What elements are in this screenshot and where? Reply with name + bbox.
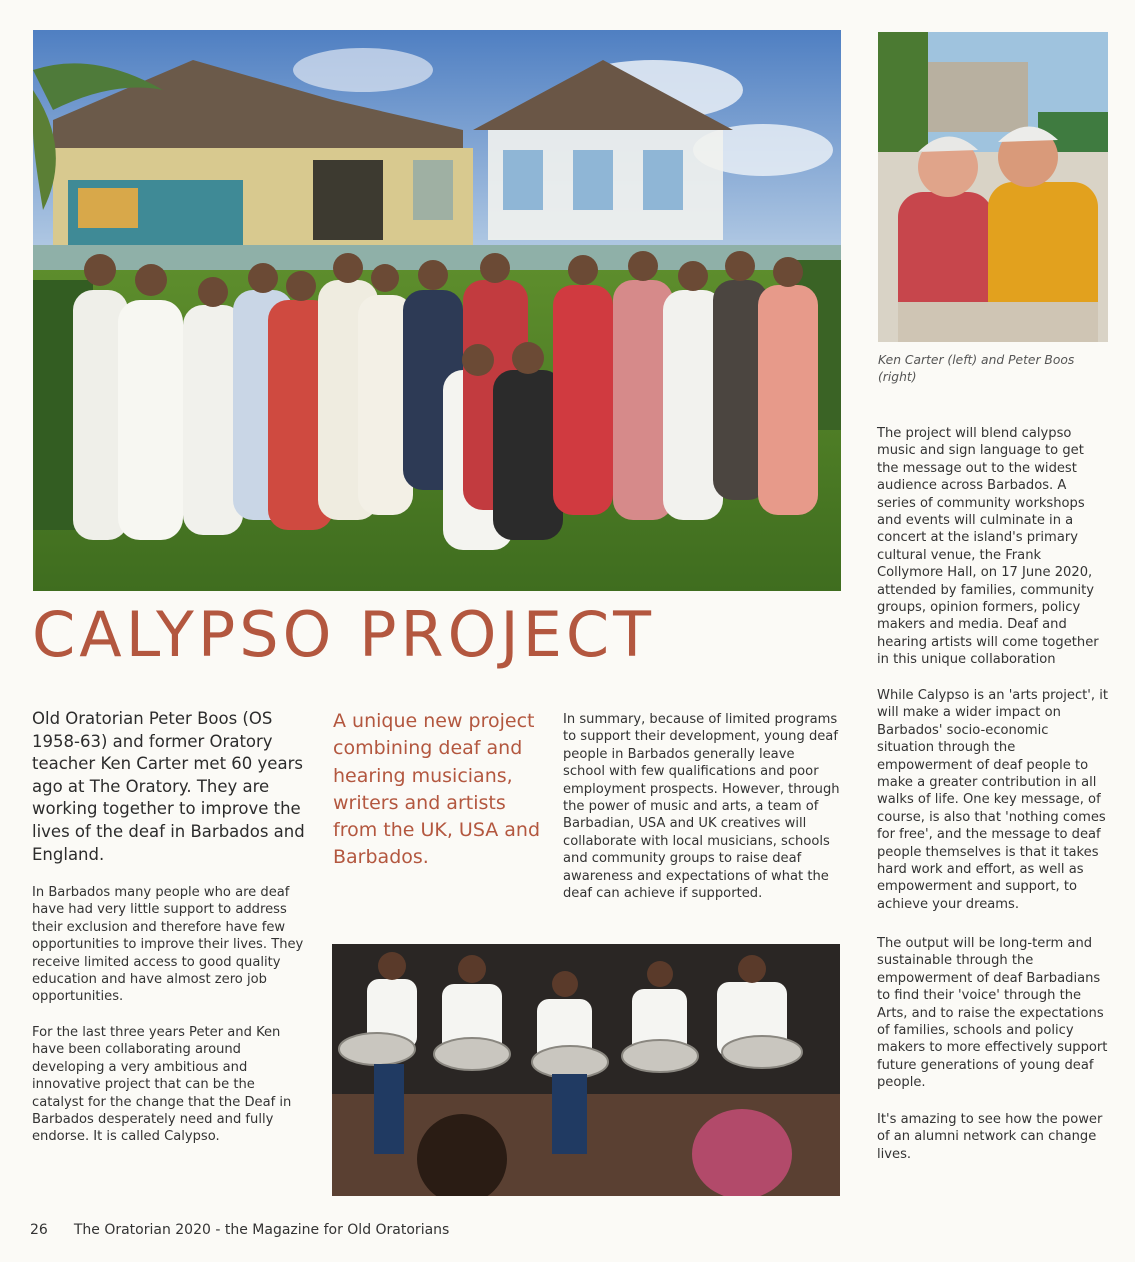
ken-peter-photo	[878, 32, 1108, 342]
column1-paragraph-1: In Barbados many people who are deaf have had very little support to address their exclusion and therefore have few opportunities to improve their lives. They receive limited access to good quality education and have almost zero job opportunities.	[32, 885, 304, 1005]
column1-paragraph-2: For the last three years Peter and Ken have been collaborating around developing a very ambitious and innovative project that can be the catalyst for the change that the Deaf in Barbados desperately need and fully endorse. It is called Calypso.	[32, 1025, 292, 1145]
lead-paragraph: Old Oratorian Peter Boos (OS 1958-63) and former Oratory teacher Ken Carter met 60 years ago at The Oratory. They are working together to improve the lives of the deaf in Barbados and England.	[32, 709, 305, 864]
group-photo	[33, 30, 841, 591]
photo-caption: Ken Carter (left) and Peter Boos (right)	[878, 353, 1075, 384]
page-footer	[30, 1222, 449, 1238]
column4-paragraph-2: While Calypso is an 'arts project', it will make a wider impact on Barbados' socio-economic situation through the empowerment of deaf people to make a greater contribution in all walks of life. One key message, of course, is also that 'nothing comes for free', and the message to deaf people themselves is that it takes hard work and effort, as well as empowerment and support, to achieve your dreams.	[877, 688, 1108, 912]
column4-paragraph-3: The output will be long-term and sustainable through the empowerment of deaf Barbadians to find their 'voice' through the Arts, and to raise the expectations of families, schools and policy makers to more effectively support future generations of young deaf people.	[877, 936, 1108, 1091]
column4-paragraph-4: It's amazing to see how the power of an alumni network can change lives.	[877, 1112, 1103, 1162]
page-number: 26	[30, 1222, 48, 1238]
column3-paragraph-1: In summary, because of limited programs to support their development, young deaf people in Barbados generally leave school with few qualifications and poor employment prospects. However, through the power of music and arts, a team of Barbadian, USA and UK creatives will collaborate with local musicians, schools and community groups to raise deaf awareness and expectations of what the deaf can achieve if supported.	[563, 712, 840, 902]
steel-band-photo	[332, 944, 840, 1196]
headline: CALYPSO PROJECT	[32, 598, 656, 671]
column4-paragraph-1: The project will blend calypso music and sign language to get the message out to the widest audience across Barbados. A series of community workshops and events will culminate in a concert at the island's primary cultural venue, the Frank Collymore Hall, on 17 June 2020, attended by families, community groups, opinion formers, policy makers and media. Deaf and hearing artists will come together in this unique collaboration	[877, 426, 1099, 668]
publication-name: The Oratorian 2020 - the Magazine for Old Oratorians	[73, 1222, 450, 1238]
pull-quote: A unique new project combining deaf and hearing musicians, writers and artists from the UK, USA and Barbados.	[333, 710, 541, 869]
